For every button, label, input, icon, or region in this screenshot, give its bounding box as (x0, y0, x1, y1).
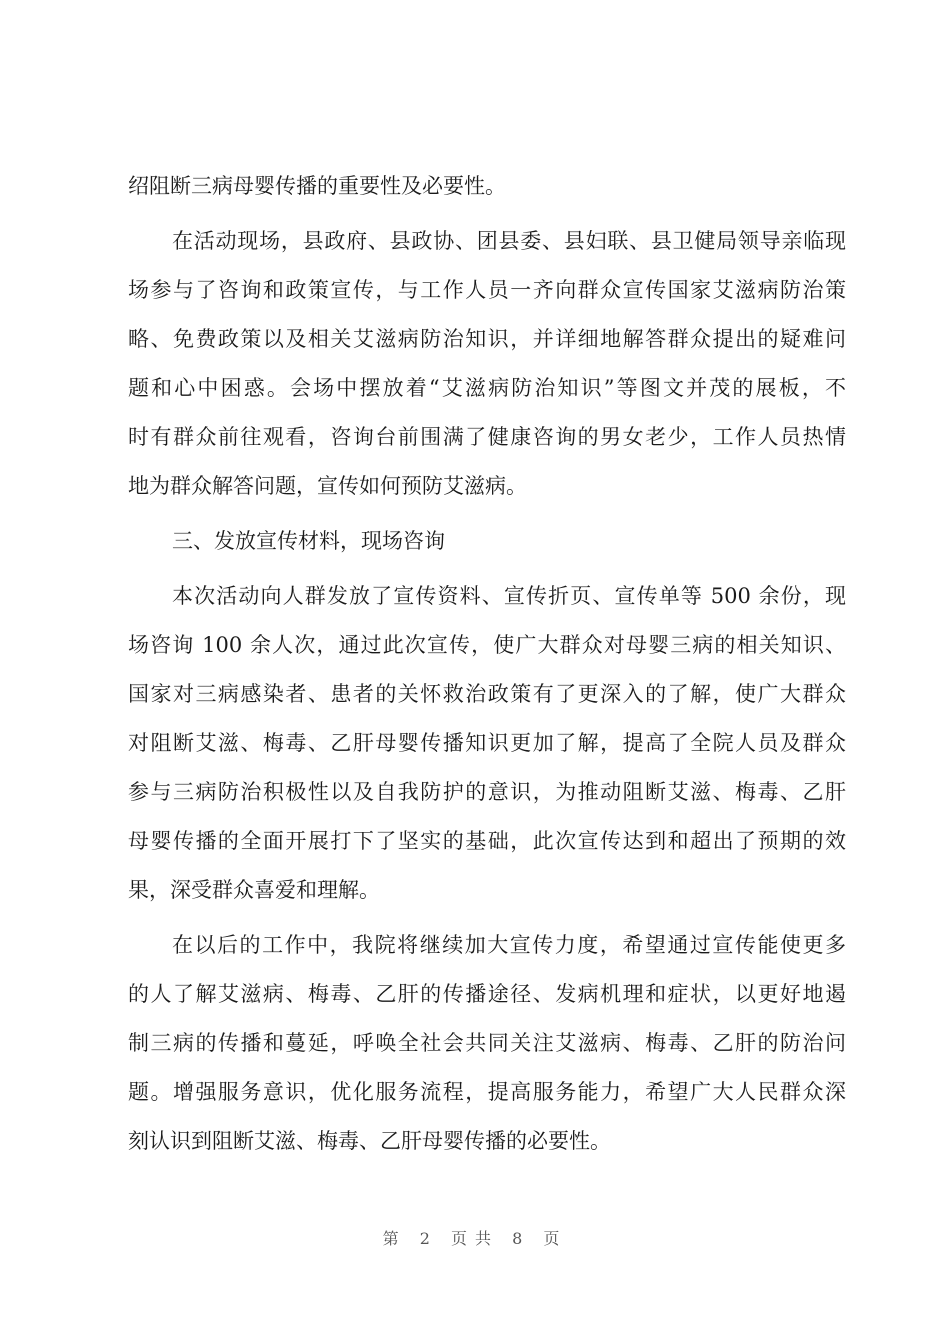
text-line: 母婴传播的全面开展打下了坚实的基础，此次宣传达到和超出了预期的效 (128, 829, 846, 853)
text-line: 绍阻断三病母婴传播的重要性及必要性。 (128, 174, 506, 198)
text-line: 刻认识到阻断艾滋、梅毒、乙肝母婴传播的必要性。 (128, 1129, 611, 1153)
text-line: 场参与了咨询和政策宣传，与工作人员一齐向群众宣传国家艾滋病防治策 (128, 278, 846, 302)
text-line: 本次活动向人群发放了宣传资料、宣传折页、宣传单等 500 余份，现 (172, 584, 846, 608)
text-line: 在以后的工作中，我院将继续加大宣传力度，希望通过宣传能使更多 (172, 933, 846, 957)
text-line: 题和心中困惑。会场中摆放着“艾滋病防治知识”等图文并茂的展板，不 (128, 376, 846, 400)
text-line: 时有群众前往观看，咨询台前围满了健康咨询的男女老少，工作人员热情 (128, 425, 846, 449)
text-line: 场咨询 100 余人次，通过此次宣传，使广大群众对母婴三病的相关知识、 (128, 633, 846, 657)
paragraph (128, 572, 846, 915)
text-line: 国家对三病感染者、患者的关怀救治政策有了更深入的了解，使广大群众 (128, 682, 846, 706)
text-line: 参与三病防治积极性以及自我防护的意识，为推动阻断艾滋、梅毒、乙肝 (128, 780, 846, 804)
paragraph (128, 921, 846, 1166)
text-line: 果，深受群众喜爱和理解。 (128, 878, 380, 902)
page-number-label: 第 2 页共 8 页 (382, 1229, 568, 1248)
section-heading-text: 三、发放宣传材料，现场咨询 (172, 529, 445, 553)
text-line: 制三病的传播和蔓延，呼唤全社会共同关注艾滋病、梅毒、乙肝的防治问 (128, 1031, 846, 1055)
text-line: 的人了解艾滋病、梅毒、乙肝的传播途径、发病机理和症状，以更好地遏 (128, 982, 846, 1006)
text-line: 略、免费政策以及相关艾滋病防治知识，并详细地解答群众提出的疑难问 (128, 327, 846, 351)
text-line: 对阻断艾滋、梅毒、乙肝母婴传播知识更加了解，提高了全院人员及群众 (128, 731, 846, 755)
section-heading (128, 517, 846, 566)
document-body (128, 162, 846, 1166)
text-line: 题。增强服务意识，优化服务流程，提高服务能力，希望广大人民群众深 (128, 1080, 846, 1104)
paragraph (128, 217, 846, 511)
page-footer (0, 1226, 950, 1249)
text-line: 地为群众解答问题，宣传如何预防艾滋病。 (128, 474, 527, 498)
text-line: 在活动现场，县政府、县政协、团县委、县妇联、县卫健局领导亲临现 (172, 229, 846, 253)
paragraph (128, 162, 846, 211)
